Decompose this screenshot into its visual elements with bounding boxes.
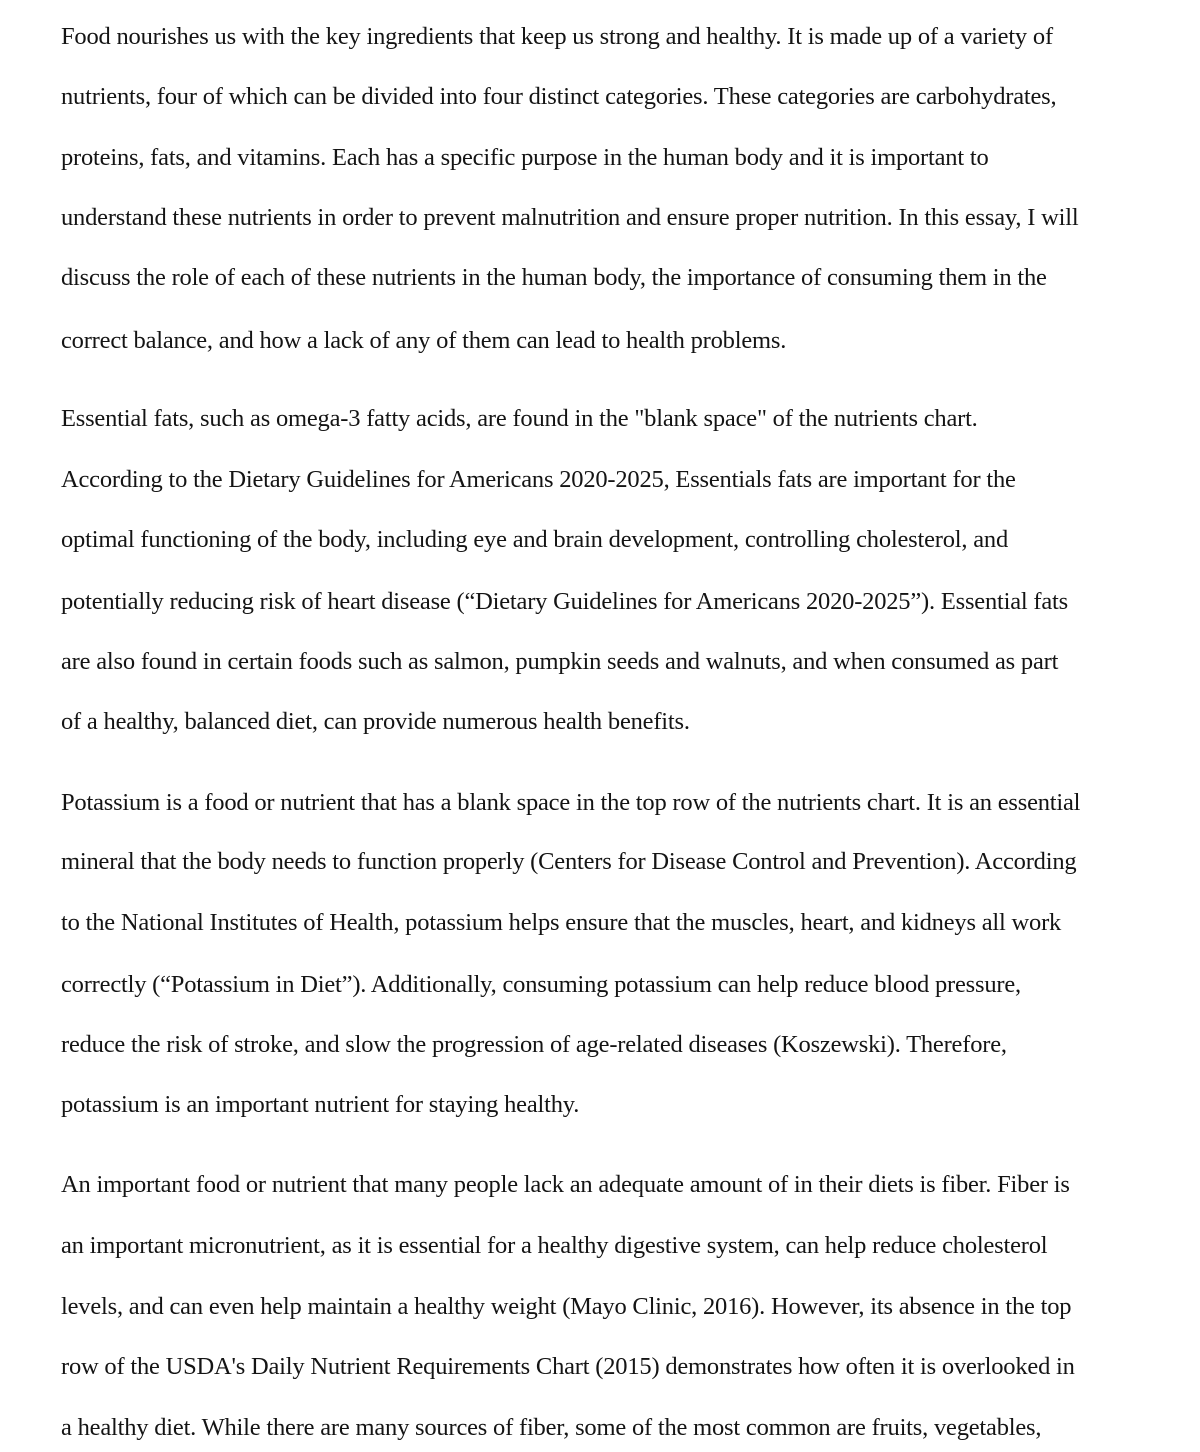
paragraph-3-line-6: potassium is an important nutrient for staying healthy. [61, 1091, 580, 1118]
paragraph-1-line-5: discuss the role of each of these nutrients in the human body, the importance of consuming them in the [61, 264, 1047, 291]
paragraph-4-line-2: an important micronutrient, as it is essential for a healthy digestive system, can help reduce cholesterol [61, 1232, 1048, 1259]
paragraph-3-line-4: correctly (“Potassium in Diet”). Additionally, consuming potassium can help reduce blood pressure, [61, 971, 1021, 998]
paragraph-3-line-5: reduce the risk of stroke, and slow the progression of age-related diseases (Koszewski). Therefore, [61, 1031, 1007, 1058]
paragraph-4-line-5: a healthy diet. While there are many sources of fiber, some of the most common are fruits, vegetables, [61, 1414, 1042, 1441]
paragraph-1-line-4: understand these nutrients in order to prevent malnutrition and ensure proper nutrition. In this essay, I will [61, 204, 1079, 231]
paragraph-3-line-3: to the National Institutes of Health, potassium helps ensure that the muscles, heart, and kidneys all work [61, 909, 1062, 936]
paragraph-2-line-2: According to the Dietary Guidelines for Americans 2020-2025, Essentials fats are important for the [61, 466, 1016, 493]
paragraph-4-line-1: An important food or nutrient that many people lack an adequate amount of in their diets is fiber. Fiber is [61, 1171, 1070, 1198]
paragraph-2-line-3: optimal functioning of the body, including eye and brain development, controlling cholesterol, and [61, 526, 1009, 553]
paragraph-3-line-1: Potassium is a food or nutrient that has a blank space in the top row of the nutrients chart. It is an essential [61, 789, 1081, 816]
paragraph-4-line-3: levels, and can even help maintain a healthy weight (Mayo Clinic, 2016). However, its absence in the top [61, 1293, 1072, 1320]
paragraph-2-line-5: are also found in certain foods such as salmon, pumpkin seeds and walnuts, and when consumed as part [61, 648, 1059, 675]
paragraph-2-line-4: potentially reducing risk of heart disease (“Dietary Guidelines for Americans 2020-2025”). Essential fats [61, 588, 1068, 615]
paragraph-1-line-1: Food nourishes us with the key ingredients that keep us strong and healthy. It is made up of a variety of [61, 23, 1053, 50]
paragraph-1-line-2: nutrients, four of which can be divided into four distinct categories. These categories are carbohydrates, [61, 83, 1057, 110]
paragraph-3-line-2: mineral that the body needs to function properly (Centers for Disease Control and Prevention). According [61, 848, 1077, 875]
paragraph-2-line-1: Essential fats, such as omega-3 fatty acids, are found in the "blank space" of the nutrients chart. [61, 405, 978, 432]
paragraph-4-line-4: row of the USDA's Daily Nutrient Requirements Chart (2015) demonstrates how often it is overlooked in [61, 1353, 1075, 1380]
paragraph-1-line-3: proteins, fats, and vitamins. Each has a specific purpose in the human body and it is important to [61, 144, 989, 171]
paragraph-2-line-6: of a healthy, balanced diet, can provide numerous health benefits. [61, 708, 690, 735]
paragraph-1-line-6: correct balance, and how a lack of any of them can lead to health problems. [61, 327, 787, 354]
